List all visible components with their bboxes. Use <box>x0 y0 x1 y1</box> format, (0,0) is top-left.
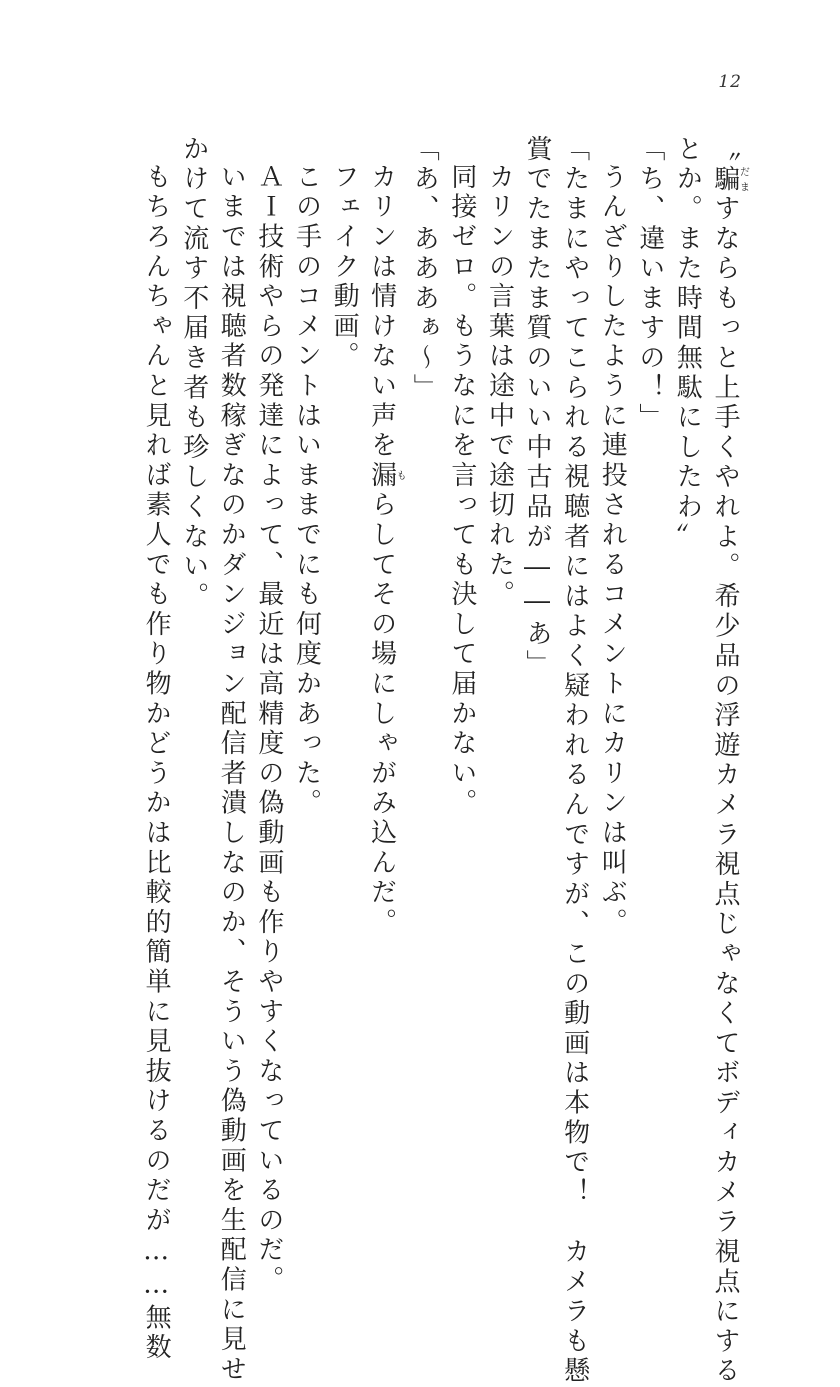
text-line: この手のコメントはいままでにも何度かあった。 <box>291 163 322 819</box>
text-fragment: らしてその場にしゃがみ込んだ。 <box>366 490 397 938</box>
text-line: 「ち、違いますの！」 <box>634 135 665 433</box>
text-line: 「あ、あああぁ〜」 <box>409 135 440 404</box>
ruby-text: も <box>394 461 406 491</box>
text-line: とか。また時間無駄にしたわ〟 <box>672 135 703 553</box>
text-fragment: すならもっと上手くやれよ。希少品の浮遊カメラ視点じゃなくてボディカメラ視点にする <box>710 194 740 1387</box>
novel-text-body <box>137 135 749 1387</box>
page-number: 12 <box>718 72 742 92</box>
text-line <box>362 135 405 1125</box>
text-line: 賞でたまたま質のいい中古品が――あ」 <box>522 135 553 680</box>
ruby-text: だま <box>737 164 749 195</box>
text-line: フェイク動画。 <box>329 163 360 372</box>
text-line: うんざりしたように連投されるコメントにカリンは叫ぶ。 <box>597 163 628 938</box>
text-line: 同接ゼロ。もうなにを言っても決して届かない。 <box>446 163 477 819</box>
text-line: かけて流す不届き者も珍しくない。 <box>178 135 209 612</box>
text-line: 〝騙だますならもっと上手くやれよ。希少品の浮遊カメラ視点じゃなくてボディカメラ視点にする <box>710 135 749 1387</box>
text-line: いまでは視聴者数稼ぎなのかダンジョン配信者潰しなのか、そういう偽動画を生配信に見せ <box>216 163 247 1385</box>
ruby-moraru: 漏も <box>366 461 406 491</box>
ruby-damasu: 騙だま <box>710 164 749 195</box>
text-line: 「たまにやってこられる視聴者にはよく疑われるんですが、この動画は本物で！ カメラも懸 <box>559 135 590 1387</box>
text-fragment: カリンは情けない声を <box>366 163 397 461</box>
text-line: ＡＩ技術やらの発達によって、最近は高精度の偽動画も作りやすくなっているのだ。 <box>253 163 284 1296</box>
text-line: もちろんちゃんと見れば素人でも作り物かどうかは比較的簡単に見抜けるのだが……無数 <box>141 163 172 1363</box>
text-line: カリンの言葉は途中で途切れた。 <box>484 163 515 610</box>
